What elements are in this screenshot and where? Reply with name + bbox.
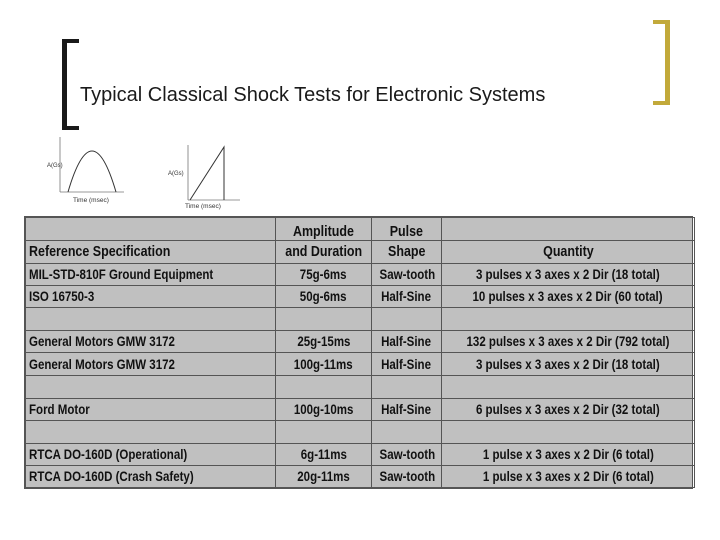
bracket-right-bottom	[653, 101, 670, 105]
half-sine-pulse-diagram	[47, 137, 124, 204]
cell-amplitude: 25g-15ms	[276, 331, 372, 353]
header-shape: Shape	[372, 241, 442, 264]
cell-shape: Half-Sine	[372, 286, 442, 308]
cell-quantity: 6 pulses x 3 axes x 2 Dir (32 total)	[442, 398, 695, 420]
cell-spec: RTCA DO-160D (Crash Safety)	[26, 465, 276, 487]
cell-shape: Half-Sine	[372, 331, 442, 353]
half-sine-curve	[68, 151, 116, 192]
cell-quantity: 3 pulses x 3 axes x 2 Dir (18 total)	[442, 264, 695, 286]
header-quantity: Quantity	[442, 241, 695, 264]
table-row	[26, 465, 695, 487]
bracket-right	[665, 20, 670, 105]
cell-amplitude: 6g-11ms	[276, 443, 372, 465]
cell-spec: MIL-STD-810F Ground Equipment	[26, 264, 276, 286]
table-header-row-2	[26, 241, 695, 264]
cell-amplitude: 100g-11ms	[276, 353, 372, 375]
header-spec-blank	[26, 218, 276, 241]
table-spacer-row	[26, 375, 695, 398]
table-header-row	[26, 218, 695, 241]
header-and-duration: and Duration	[276, 241, 372, 264]
table-spacer-row	[26, 308, 695, 331]
cell-amplitude: 75g-6ms	[276, 264, 372, 286]
bracket-left	[62, 39, 67, 130]
cell-quantity: 1 pulse x 3 axes x 2 Dir (6 total)	[442, 443, 695, 465]
bracket-left-top	[62, 39, 79, 43]
bracket-left-bottom	[62, 126, 79, 130]
table-spacer-row	[26, 420, 695, 443]
bracket-right-top	[653, 20, 670, 24]
header-pulse: Pulse	[372, 218, 442, 241]
table-row	[26, 331, 695, 353]
saw-tooth-pulse-diagram	[168, 145, 240, 210]
saw-tooth-curve	[190, 147, 224, 200]
half-sine-y-label: A(Gs)	[47, 163, 63, 169]
cell-shape: Saw-tooth	[372, 264, 442, 286]
cell-spec: Ford Motor	[26, 398, 276, 420]
table-row	[26, 286, 695, 308]
cell-shape: Half-Sine	[372, 398, 442, 420]
cell-spec: RTCA DO-160D (Operational)	[26, 443, 276, 465]
cell-quantity: 1 pulse x 3 axes x 2 Dir (6 total)	[442, 465, 695, 487]
pulse-shape-diagram	[40, 135, 250, 210]
cell-amplitude: 50g-6ms	[276, 286, 372, 308]
header-amplitude: Amplitude	[276, 218, 372, 241]
cell-spec: General Motors GMW 3172	[26, 353, 276, 375]
header-reference-specification: Reference Specification	[26, 241, 276, 264]
table-row	[26, 353, 695, 375]
cell-amplitude: 20g-11ms	[276, 465, 372, 487]
table-row	[26, 443, 695, 465]
table-row	[26, 398, 695, 420]
slide-title: Typical Classical Shock Tests for Electronic Systems	[80, 84, 546, 106]
header-quantity-blank	[442, 218, 695, 241]
cell-amplitude: 100g-10ms	[276, 398, 372, 420]
cell-shape: Half-Sine	[372, 353, 442, 375]
cell-shape: Saw-tooth	[372, 465, 442, 487]
cell-shape: Saw-tooth	[372, 443, 442, 465]
saw-tooth-y-label: A(Gs)	[168, 171, 184, 177]
half-sine-x-label: Time (msec)	[73, 197, 109, 204]
cell-quantity: 132 pulses x 3 axes x 2 Dir (792 total)	[442, 331, 695, 353]
cell-quantity: 3 pulses x 3 axes x 2 Dir (18 total)	[442, 353, 695, 375]
table-row	[26, 264, 695, 286]
cell-spec: General Motors GMW 3172	[26, 331, 276, 353]
shock-test-table	[24, 216, 693, 489]
cell-quantity: 10 pulses x 3 axes x 2 Dir (60 total)	[442, 286, 695, 308]
cell-spec: ISO 16750-3	[26, 286, 276, 308]
saw-tooth-x-label: Time (msec)	[185, 203, 221, 210]
